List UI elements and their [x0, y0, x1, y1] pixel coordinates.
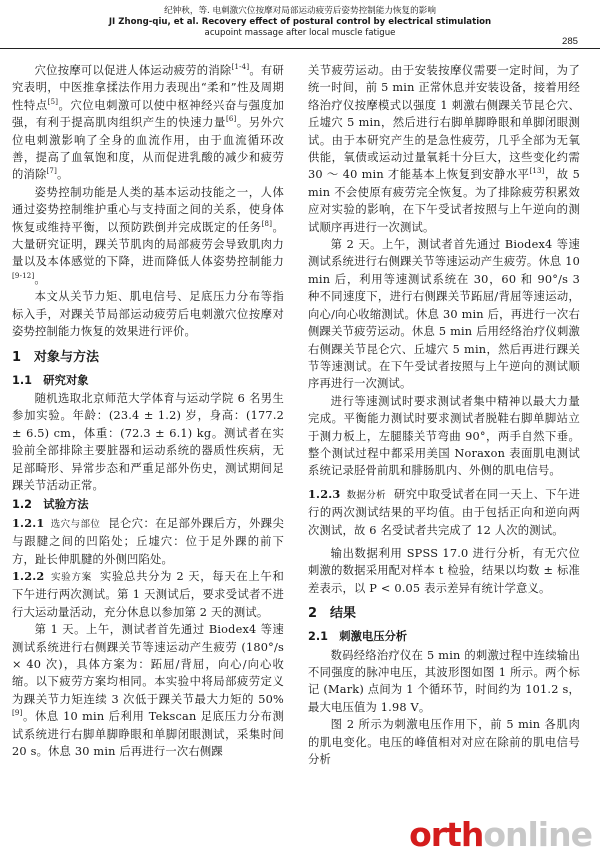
- citation: [9]: [12, 709, 23, 718]
- acupoint-paragraph: 1.2.1 选穴与部位 昆仑穴：在足部外踝后方，外踝尖与跟腱之间的凹陷处；丘墟穴：位于足外踝的前下方，趾长伸肌腱的外侧凹陷处。: [12, 515, 284, 566]
- day1-paragraph: 第 1 天。上午，测试者首先通过 Biodex4 等速测试系统进行右侧踝关节等速运动产生疲劳 (180°/s × 40 次)，具体方案为：跖屈/背屈，向心/向心收缩。以下疲劳方案均相同。本实验中将局部疲劳定义为踝关节力矩连续 3 次低于踝关节最大力矩的 50%[9]。休息 10 min 后利用 Tekscan 足底压力分布测试系统进行右脚单脚睁眼和单脚闭眼测试，采集时间 20 s。休息 30 min 后再进行一次右侧踝: [12, 623, 284, 759]
- subjects-paragraph: 随机选取北京师范大学体育与运动学院 6 名男生参加实验。年龄：(23.4 ± 1.2) 岁，身高：(177.2 ± 6.5) cm，体重：(72.3 ± 6.1) kg。测试者在实验前全部排除主要脏器和运动系统的器质性疾病，无足部畸形、异常步态和严重足部外伤史，测试期间足踝关节活动正常。: [12, 391, 284, 492]
- header-rule: [0, 48, 600, 49]
- intro-paragraph-2: 姿势控制功能是人类的基本运动技能之一，人体通过姿势控制维护重心与支持面之间的关系，使身体恢复或维持平衡，以预防跌倒并完成既定的任务[8]。大量研究证明，踝关节肌肉的局部疲劳会导致肌肉力量以及本体感觉的下降，进而降低人体姿势控制能力[9-12]。: [12, 185, 284, 286]
- intro-paragraph-3: 本文从关节力矩、肌电信号、足底压力分布等指标入手，对踝关节局部运动疲劳后电刺激穴位按摩对姿势控制能力恢复的效果进行评价。: [12, 290, 284, 339]
- day1-continued-paragraph: 关节疲劳运动。由于安装按摩仪需要一定时间，为了统一时间，前 5 min 正常休息并安装设备，接着用经络治疗仪按摩模式以强度 1 刺激右侧踝关节昆仑穴、丘墟穴 5 min，然后进行右脚单脚睁眼和单脚闭眼测试。由于本研究产生的是急性疲劳，几乎全部为无氧供能，氧债或运动过量氧耗十分巨大，这些变化约需 30 ～ 40 min 才能基本上恢复到安静水平[13]，故 5 min 不会使原有疲劳完全恢复。为了排除疲劳积累效应对实验的影响，在下午受试者按照与上午逆向的测试顺序再进行一次测试。: [308, 64, 580, 234]
- subsection-heading-2-1: 2.1 刺激电压分析: [308, 630, 408, 644]
- header-title-cn: 纪钟秋，等. 电刺激穴位按摩对局部运动疲劳后姿势控制能力恢复的影响: [164, 6, 436, 16]
- section-heading-1: 1 对象与方法: [12, 349, 100, 365]
- citation: [5]: [47, 97, 59, 106]
- data-analysis-paragraph: 1.2.3 数据分析 研究中取受试者在同一天上、下午进行的两次测试结果的平均值。由于包括正向和逆向两次测试，故 6 名受试者共完成了 12 人次的测试。: [308, 486, 580, 537]
- watermark-logo: orthonline: [409, 815, 592, 854]
- emg-paragraph: 图 2 所示为刺激电压作用下，前 5 min 各肌肉的肌电变化。电压的峰值相对对应在除前的肌电信号分析: [308, 718, 580, 767]
- running-header: [0, 6, 600, 46]
- day2-paragraph: 第 2 天。上午，测试者首先通过 Biodex4 等速测试系统进行右侧踝关节等速运动产生疲劳。休息 10 min 后，利用等速测试系统在 30，60 和 90°/s 3 种不同速度下，进行右侧踝关节跖屈/背屈等速运动，向心/向心收缩测试。休息 30 min 后，再进行一次右侧踝关节疲劳运动。休息 5 min 后用经络治疗仪刺激右侧踝关节昆仑穴、丘墟穴 5 min，然后再进行踝关节等速测试。在下午受试者按照与上午逆向的测试顺序再进行一次测试。: [308, 238, 580, 391]
- citation: [7]: [46, 167, 58, 176]
- left-column: [12, 62, 284, 842]
- subsection-heading-1-2: 1.2 试验方法: [12, 498, 89, 512]
- page-number: 285: [561, 36, 578, 47]
- testing-paragraph: 进行等速测试时要求测试者集中精神以最大力量完成。平衡能力测试时要求测试者脱鞋右脚单脚站立于测力板上，左腿膝关节弯曲 90°，两手自然下垂。整个测试过程中都采用美国 Noraxon 表面肌电测试系统记录胫骨前肌和腓肠肌内、外侧的肌电信号。: [308, 394, 580, 478]
- voltage-paragraph: 数码经络治疗仪在 5 min 的刺激过程中连续输出不同强度的脉冲电压，其波形图如图 1 所示。两个标记 (Mark) 点间为 1 个循环节，时间约为 101.2 s，最大电压值为 1.98 V。: [308, 648, 580, 714]
- section-heading-2: 2 结果: [308, 606, 357, 622]
- intro-paragraph-1: 穴位按摩可以促进人体运动疲劳的消除[1-4]。有研究表明，中医推拿揉法作用力表现出“柔和”性及周期性特点[5]。穴位电刺激可以使中枢神经兴奋与强度加强，有利于提高肌肉组织产生的快速力量[6]。另外穴位电刺激影响了全身的血流作用，由于血流循环改善，提高了血氧饱和度，从而促进乳酸的减少和疲劳的消除[7]。: [12, 63, 284, 182]
- citation: [13]: [529, 167, 545, 176]
- statistics-paragraph: 输出数据利用 SPSS 17.0 进行分析，有无穴位刺激的数据采用配对样本 t 检验，结果以均数 ± 标准差表示，以 P < 0.05 表示差异有统计学意义。: [308, 546, 580, 595]
- citation: [6]: [225, 115, 237, 124]
- citation: [8]: [261, 219, 273, 228]
- header-title-en-1: JI Zhong-qiu, et al. Recovery effect of postural control by electrical stimulation: [108, 17, 492, 27]
- right-column: [308, 62, 580, 842]
- citation: [1-4]: [231, 63, 250, 71]
- protocol-paragraph: 1.2.2 实验方案 实验总共分为 2 天，每天在上午和下午进行两次测试。第 1 天测试后，要求受试者不进行大运动量活动，充分休息以参加第 2 天的测试。: [12, 568, 284, 619]
- citation: [9-12]: [12, 271, 35, 280]
- header-title-en-2: acupoint massage after local muscle fatigue: [204, 28, 396, 38]
- subsection-heading-1-1: 1.1 研究对象: [12, 373, 89, 387]
